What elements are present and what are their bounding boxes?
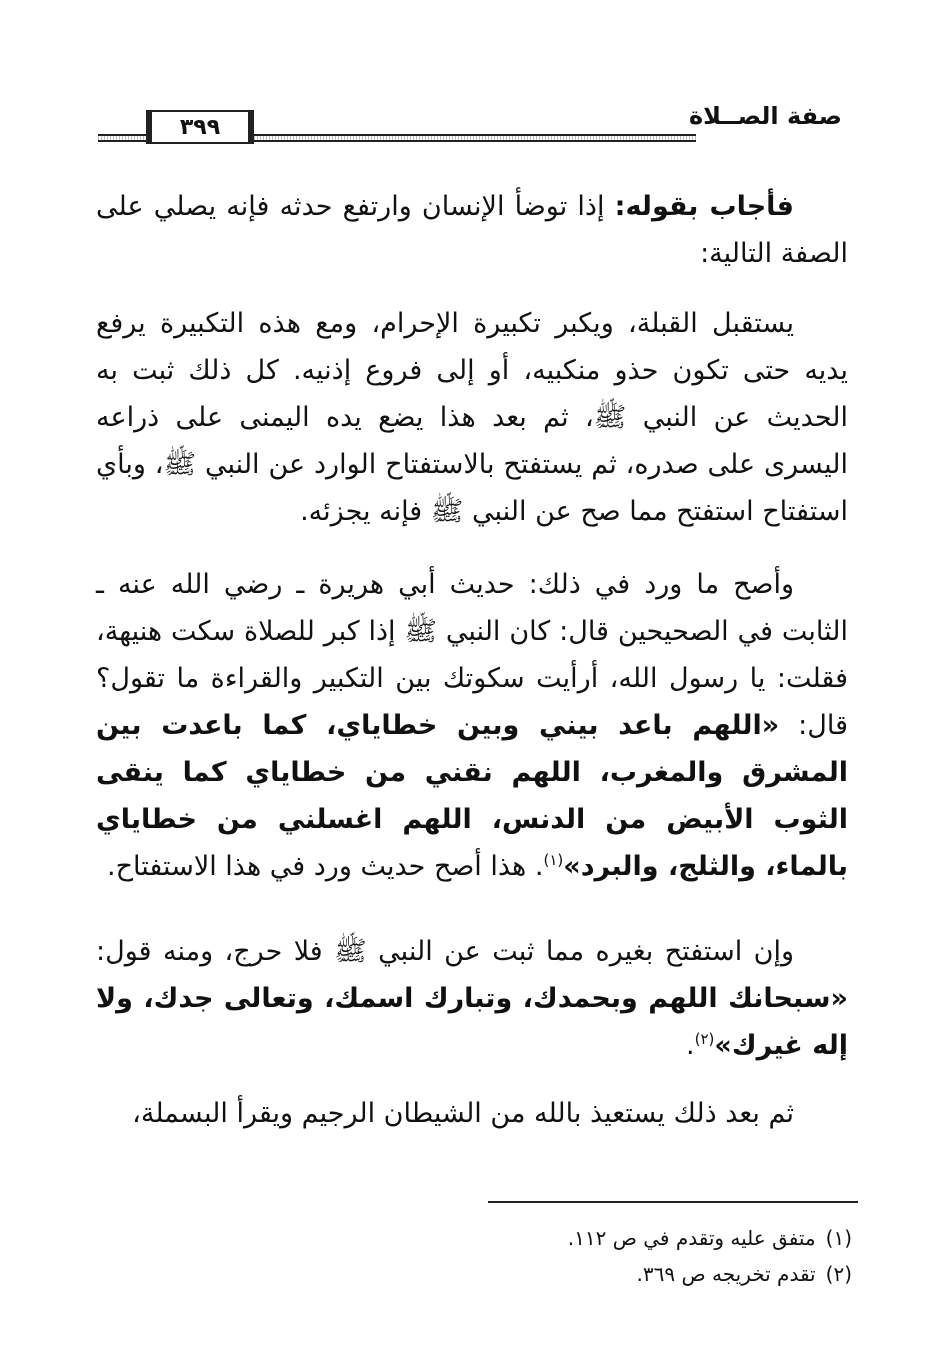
prayer-description-paragraph [96,300,848,535]
answer-text: إذا توضأ الإنسان وارتفع حدثه فإنه يصلي على الصفة التالية: [96,191,848,269]
footnote-text: تقدم تخريجه ص ٣٦٩. [636,1262,816,1286]
hadith-paragraph [96,561,848,890]
prayer-description-text: يستقبل القبلة، ويكبر تكبيرة الإحرام، ومع هذه التكبيرة يرفع يديه حتى تكون حذو منكبيه، أو إلى فروع إذنيه. كل ذلك ثبت به الحديث عن النبي ﷺ، ثم بعد هذا يضع يده اليمنى على ذراعه اليسرى على صدره، ثم يستفتح بالاستفتاح الوارد عن النبي ﷺ، وبأي استفتاح استفتح مما صح عن النبي ﷺ فإنه يجزئه. [96,308,848,527]
footnote-1 [152,1220,852,1256]
alternative-opening-paragraph [96,928,848,1069]
page-number: ٣٩٩ [146,110,254,144]
answer-paragraph [96,183,848,277]
alternative-tail: . [686,1030,695,1061]
header-rule-gap-title [696,130,842,146]
hadith-intro: وأصح ما ورد في ذلك: حديث أبي هريرة ـ رضي الله عنه ـ الثابت في الصحيحين قال: كان النبي ﷺ إذا كبر للصلاة سكت هنيهة، فقلت: يا رسول الله، أرأيت سكوتك بين التكبير والقراءة ما تقول؟ قال: [96,569,849,741]
hadith-tail: . هذا أصح حديث ورد في هذا الاستفتاح. [107,851,544,882]
running-header [98,100,842,148]
footnote-text: متفق عليه وتقدم في ص ١١٢. [567,1226,816,1250]
closing-paragraph [96,1090,848,1137]
book-title: صفة الصــلاة [688,102,842,130]
footnotes [152,1220,852,1292]
closing-text: ثم بعد ذلك يستعيذ بالله من الشيطان الرجيم ويقرأ البسملة، [132,1098,794,1129]
footnote-separator [488,1201,858,1203]
alternative-intro: وإن استفتح بغيره مما ثبت عن النبي ﷺ فلا حرج، ومنه قول: [96,936,794,967]
footnote-ref-1: (١) [543,851,564,869]
footnote-number: (٢) [825,1262,852,1286]
answer-lead: فأجاب بقوله: [614,191,794,222]
alternative-quote: «سبحانك اللهم وبحمدك، وتبارك اسمك، وتعالى جدك، ولا إله غيرك» [96,983,848,1061]
hadith-quote: «اللهم باعد بيني وبين خطاياي، كما باعدت بين المشرق والمغرب، اللهم نقني من خطاياي كما ينقى الثوب الأبيض من الدنس، اللهم اغسلني من خطاياي بالماء، والثلج، والبرد» [96,710,848,882]
footnote-number: (١) [825,1226,852,1250]
footnote-2 [152,1256,852,1292]
footnote-ref-2: (٢) [694,1030,715,1048]
